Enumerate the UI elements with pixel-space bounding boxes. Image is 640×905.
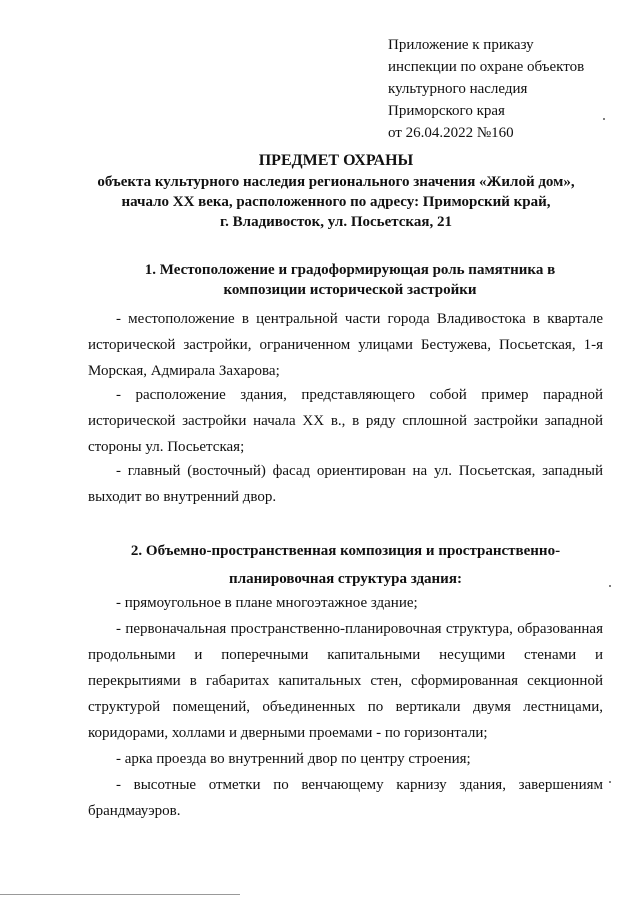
section1-heading-line: композиции исторической застройки	[223, 282, 477, 298]
section2-item: - первоначальная пространственно-планировочная структура, образованная продольными и поперечными капитальными несущими стенами и перекрытиями в габаритах капитальных стен, сформированная секционной структурой помещений, объединенных по вертикали двумя лестницами, коридорами, холлами и дверными проемами - по горизонтали;	[88, 621, 603, 741]
footer-rule	[0, 894, 240, 895]
section2-heading	[88, 537, 603, 593]
section1-heading	[100, 260, 600, 300]
appendix-line: культурного наследия	[388, 81, 528, 97]
section2-item: - прямоугольное в плане многоэтажное здание;	[116, 595, 418, 611]
title-line: г. Владивосток, ул. Посьетская, 21	[220, 214, 452, 230]
document-title	[40, 150, 632, 232]
section1-item: - расположение здания, представляющего собой пример парадной исторической застройки начала XX в., в ряду сплошной застройки западной стороны ул. Посьетская;	[88, 387, 603, 455]
scan-speck	[609, 781, 611, 783]
section1-item: - местоположение в центральной части города Владивостока в квартале исторической застройки, ограниченном улицами Бестужева, Посьетская, 1-я Морская, Адмирала Захарова;	[88, 311, 603, 379]
title-line: объекта культурного наследия регионального значения «Жилой дом»,	[97, 174, 575, 190]
section1-item: - главный (восточный) фасад ориентирован на ул. Посьетская, западный выходит во внутренний двор.	[88, 463, 603, 505]
section2-heading-line: планировочная структура здания:	[229, 571, 462, 587]
appendix-note	[388, 34, 584, 144]
title-main: ПРЕДМЕТ ОХРАНЫ	[258, 152, 414, 169]
title-line: начало XX века, расположенного по адресу: Приморский край,	[121, 194, 551, 210]
section2-item: - высотные отметки по венчающему карнизу здания, завершениям брандмауэров.	[88, 777, 603, 819]
scan-speck	[603, 118, 605, 120]
appendix-line: инспекции по охране объектов	[388, 59, 585, 75]
section2-heading-line: 2. Объемно-пространственная композиция и пространственно-	[130, 543, 561, 559]
section2-item: - арка проезда во внутренний двор по центру строения;	[116, 751, 471, 767]
appendix-line: от 26.04.2022 №160	[388, 125, 514, 141]
scan-speck	[609, 585, 611, 587]
appendix-line: Приложение к приказу	[388, 37, 534, 53]
section1-heading-line: 1. Местоположение и градоформирующая роль памятника в	[144, 262, 556, 278]
appendix-line: Приморского края	[388, 103, 505, 119]
